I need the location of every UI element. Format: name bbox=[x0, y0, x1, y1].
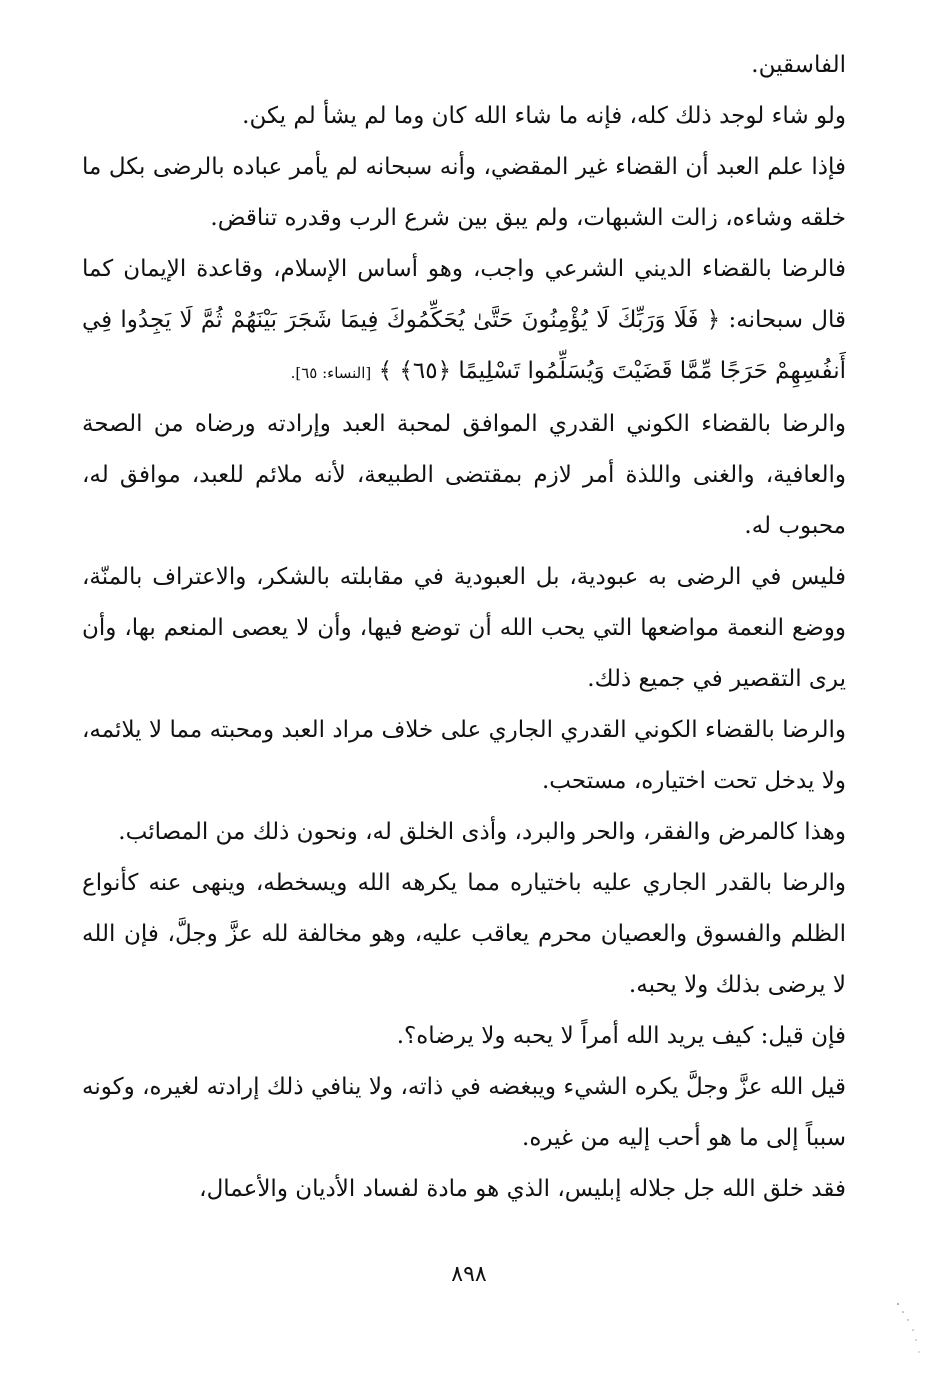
page-number: ٨٩٨ bbox=[451, 1262, 487, 1287]
paragraph: فإذا علم العبد أن القضاء غير المقضي، وأنه سبحانه لم يأمر عباده بالرضى بكل ما خلقه وشاءه، زالت الشبهات، ولم يبق بين شرع الرب وقدره تناقض. bbox=[82, 154, 846, 231]
quran-verse: ﴿ فَلَا وَرَبِّكَ لَا يُؤْمِنُونَ حَتَّىٰ يُحَكِّمُوكَ فِيمَا شَجَرَ بَيْنَهُمْ ثُمَّ لَا يَجِدُوا فِي أَنفُسِهِمْ حَرَجًا مِّمَّا قَضَيْتَ وَيُسَلِّمُوا تَسْلِيمًا ﴿٦٥﴾ ﴾ bbox=[82, 307, 846, 384]
verse-reference: [النساء: ٦٥]. bbox=[290, 364, 372, 382]
paragraph: والرضا بالقضاء الكوني القدري الجاري على خلاف مراد العبد ومحبته مما لا يلائمه، ولا يدخل تحت اختياره، مستحب. bbox=[82, 717, 846, 794]
paragraph: الفاسقين. bbox=[751, 52, 846, 78]
paragraph: وهذا كالمرض والفقر، والحر والبرد، وأذى الخلق له، ونحون ذلك من المصائب. bbox=[118, 819, 846, 845]
paragraph: فقد خلق الله جل جلاله إبليس، الذي هو مادة لفساد الأديان والأعمال، bbox=[199, 1176, 846, 1202]
paragraph: ولو شاء لوجد ذلك كله، فإنه ما شاء الله كان وما لم يشأ لم يكن. bbox=[242, 103, 846, 129]
paragraph: فإن قيل: كيف يريد الله أمراً لا يحبه ولا يرضاه؟. bbox=[396, 1023, 846, 1049]
paragraph: فليس في الرضى به عبودية، بل العبودية في مقابلته بالشكر، والاعتراف بالمنّة، ووضع النعمة مواضعها التي يحب الله أن توضع فيها، وأن لا يعصى المنعم بها، وأن يرى التقصير في جميع ذلك. bbox=[82, 564, 846, 692]
verse-paragraph bbox=[82, 244, 846, 399]
paragraph: والرضا بالقضاء الكوني القدري الموافق لمحبة العبد وإرادته ورضاه من الصحة والعافية، والغنى واللذة أمر لازم بمقتضى الطبيعة، لأنه ملائم للعبد، موافق له، محبوب له. bbox=[82, 411, 846, 539]
scan-speck-marks bbox=[894, 1300, 924, 1370]
paragraph: والرضا بالقدر الجاري عليه باختياره مما يكرهه الله ويسخطه، وينهى عنه كأنواع الظلم والفسوق والعصيان محرم يعاقب عليه، وهو مخالفة لله عزَّ وجلَّ، فإن الله لا يرضى بذلك ولا يحبه. bbox=[82, 870, 846, 998]
page-body bbox=[82, 40, 846, 1215]
verse-intro: فالرضا بالقضاء الديني الشرعي واجب، وهو أساس الإسلام، وقاعدة الإيمان كما قال سبحانه: bbox=[82, 256, 847, 333]
paragraph: قيل الله عزَّ وجلَّ يكره الشيء ويبغضه في ذاته، ولا ينافي ذلك إرادته لغيره، وكونه سبباً إلى ما هو أحب إليه من غيره. bbox=[82, 1074, 846, 1151]
